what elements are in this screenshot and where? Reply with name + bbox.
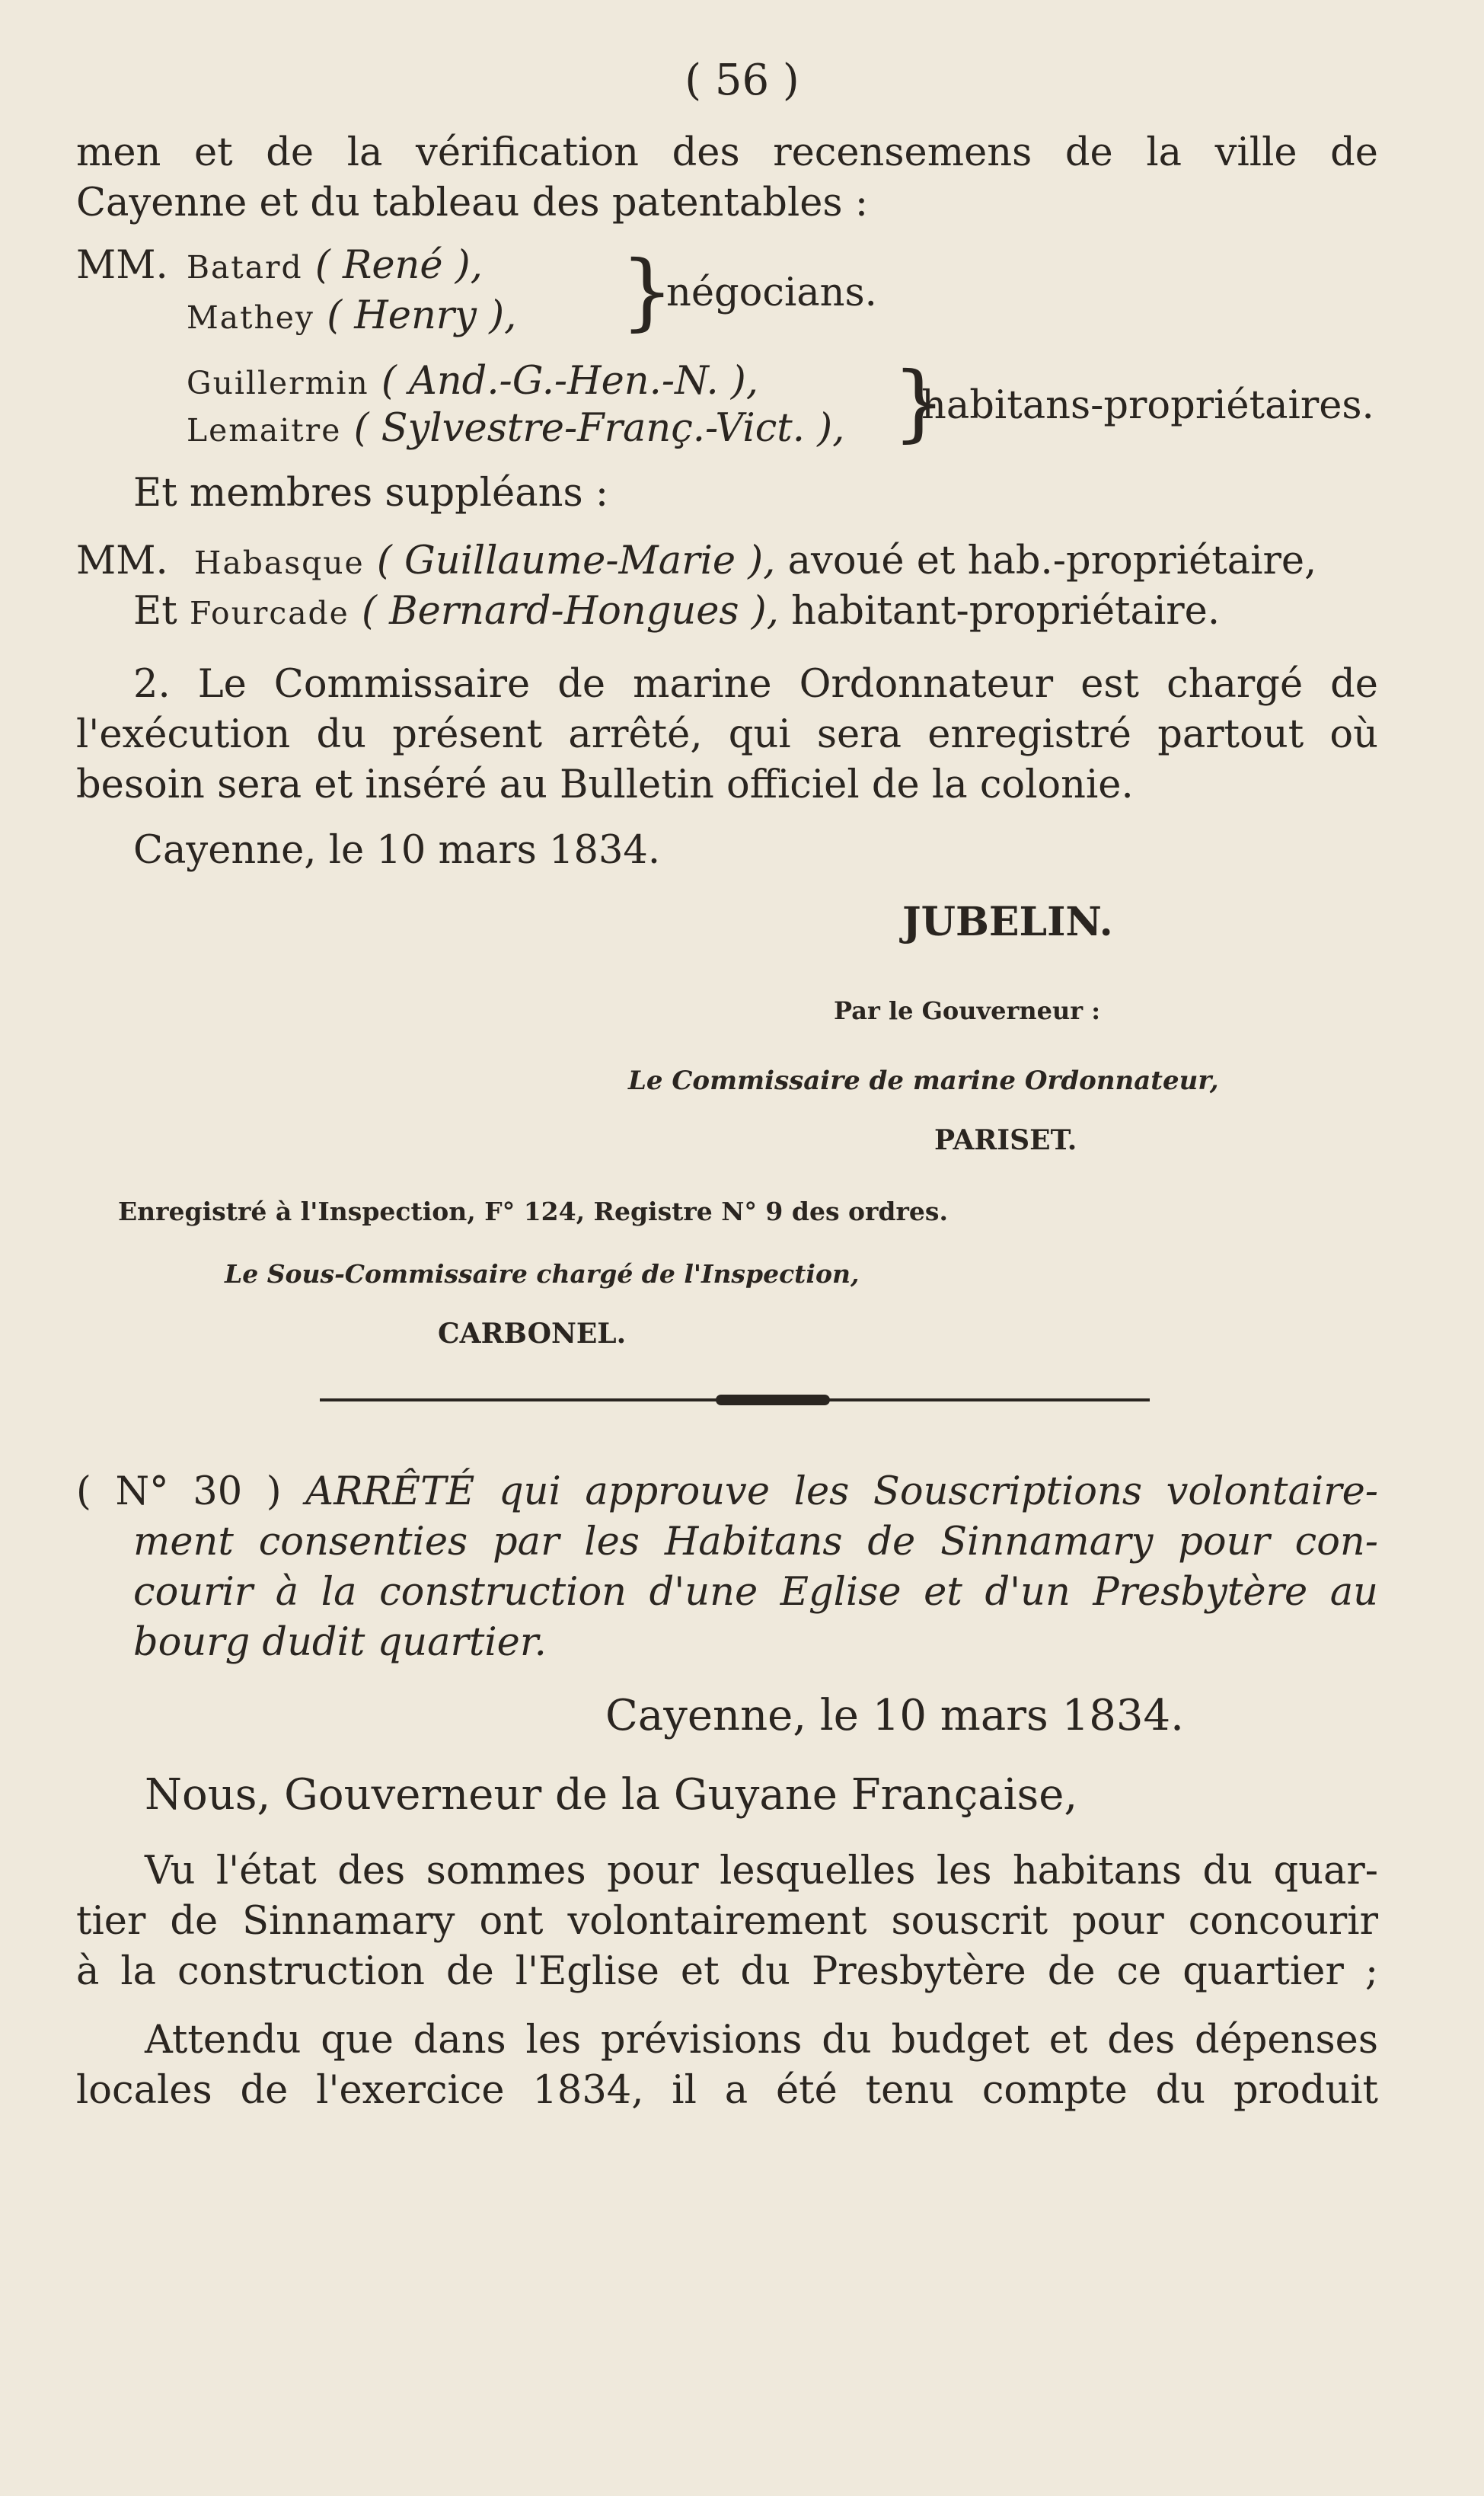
text-line: besoin sera et inséré au Bulletin officiel de la colonie. [76,762,1134,807]
given-name: ( Sylvestre-Franç.-Vict. ), [353,406,845,451]
mm-label: MM. [76,243,168,288]
surname: Mathey [187,299,314,336]
text-line: 2. Le Commissaire de marine Ordonnateur est chargé de [133,662,1378,707]
member-guillermin [187,358,758,407]
text-line: locales de l'exercice 1834, il a été tenu compte du produit [76,2068,1378,2113]
page-number: ( 56 ) [685,56,799,105]
text-line: l'exécution du présent arrêté, qui sera enregistré partout où [76,712,1378,757]
given-name: ( And.-G.-Hen.-N. ), [381,359,758,404]
given-name: ( René ), [314,243,483,288]
member-mathey [187,292,516,341]
member-batard [187,242,483,291]
text-line: men et de la vérification des recensemens de la ville de [76,130,1378,175]
given-name: ( Bernard-Hongues ), [362,589,779,634]
role-label: négocians. [666,270,877,315]
given-name: ( Guillaume-Marie ), [376,539,776,583]
text-line: tier de Sinnamary ont volontairement souscrit pour concourir [76,1899,1378,1944]
arrete-title-line: courir à la construction d'une Eglise et d'un Presbytère au [133,1570,1378,1615]
brace: } [892,353,946,451]
date-line: Cayenne, le 10 mars 1834. [133,828,661,873]
text-line: Attendu que dans les prévisions du budget et des dépenses [145,2018,1378,2063]
nous-heading [145,1772,1077,1819]
enregistrement-line: Enregistré à l'Inspection, F° 124, Registre N° 9 des ordres. [118,1197,948,1226]
text-line: Cayenne et du tableau des patentables : [76,181,868,225]
et-label: Et [133,589,177,634]
sous-commissaire-label: Le Sous-Commissaire chargé de l'Inspection, [225,1259,860,1289]
arrete-title: ARRÊTÉ qui approuve les Souscriptions volontaire- [305,1469,1379,1514]
surname: Lemaitre [187,412,342,449]
arrete-title-line: ment consenties par les Habitans de Sinnamary pour con- [133,1520,1378,1564]
par-gouverneur: Par le Gouverneur : [834,996,1101,1025]
role-label: habitant-propriétaire. [791,589,1221,634]
role-label: habitans-propriétaires. [921,383,1374,428]
member-habasque [76,538,1378,586]
signature-carbonel: CARBONEL. [438,1318,627,1350]
member-lemaitre [187,405,844,454]
surname: Fourcade [189,595,349,631]
member-fourcade [133,588,1220,637]
nous-text: Nous, Gouverneur de la Guyane Française, [145,1770,1078,1820]
text-line: à la construction de l'Eglise et du Presbytère de ce quartier ; [76,1949,1378,1994]
arrete-number: ( N° 30 ) [76,1469,282,1514]
surname: Guillermin [187,365,369,401]
brace: } [621,242,674,340]
text-line: Vu l'état des sommes pour lesquelles les habitans du quar- [145,1849,1378,1894]
commissaire-label: Le Commissaire de marine Ordonnateur, [628,1066,1219,1096]
surname: Habasque [193,545,365,581]
signature-jubelin: JUBELIN. [902,899,1113,945]
signature-pariset: PARISET. [934,1124,1077,1156]
arrete-heading-line [76,1469,1378,1516]
date-line: Cayenne, le 10 mars 1834. [605,1691,1184,1740]
text-line: Et membres suppléans : [133,471,609,516]
surname: Batard [187,249,303,286]
mm-label: MM. [76,539,168,583]
arrete-title-line: bourg dudit quartier. [133,1620,547,1665]
role-label: avoué et hab.-propriétaire, [787,539,1317,583]
section-divider [320,1398,1150,1401]
given-name: ( Henry ), [327,293,517,338]
